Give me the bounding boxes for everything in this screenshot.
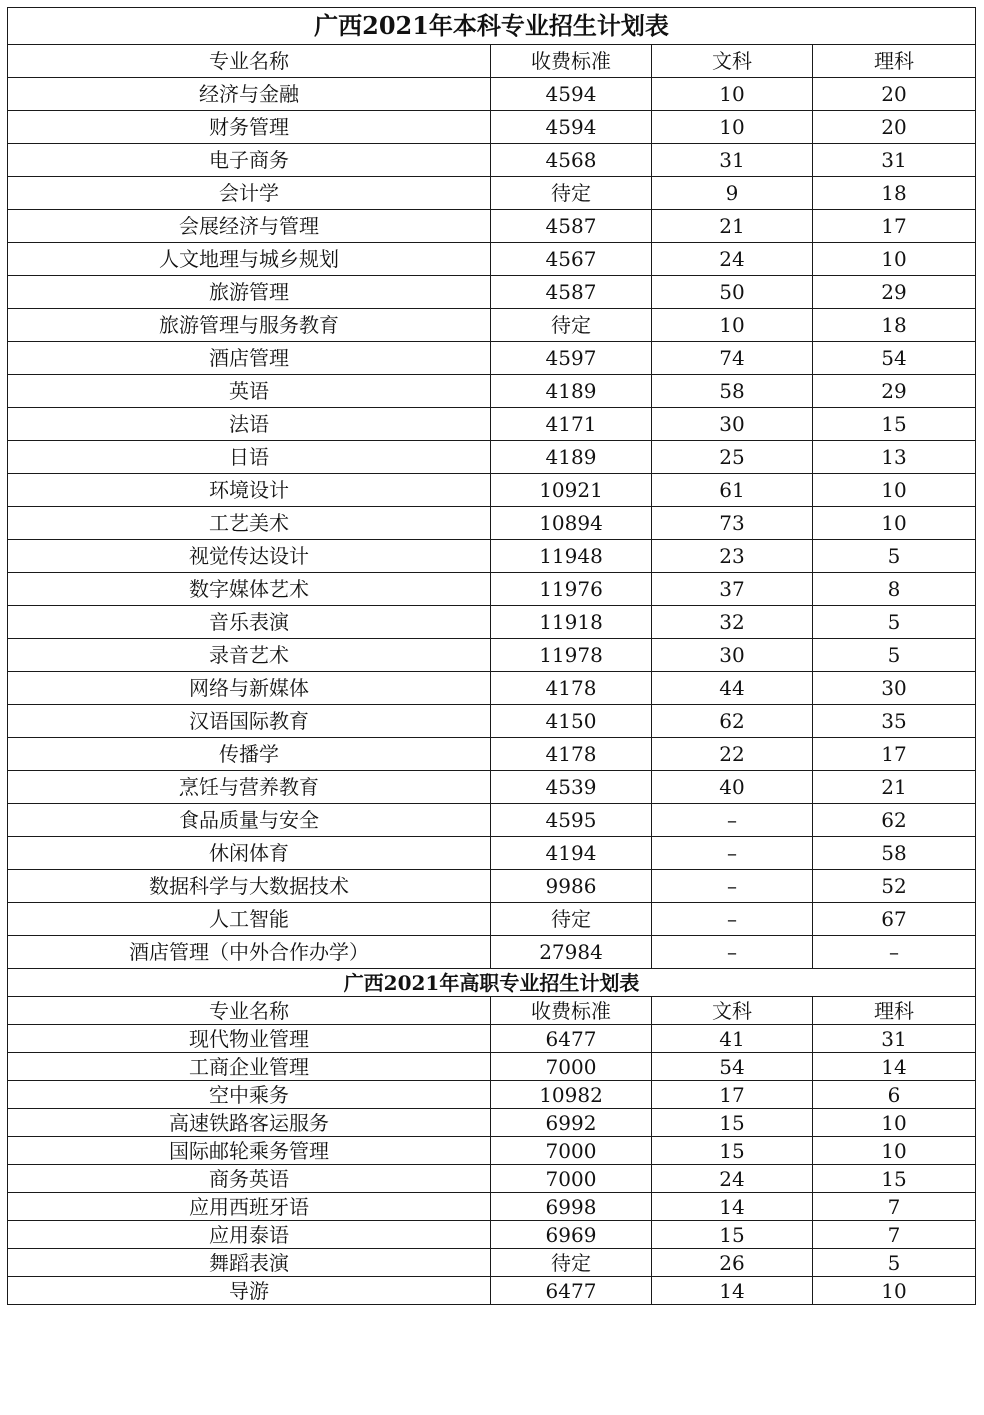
cell-fee: 4539: [491, 771, 652, 804]
cell-major: 数字媒体艺术: [8, 573, 491, 606]
table-row: [8, 606, 976, 639]
cell-arts: 14: [652, 1193, 813, 1221]
cell-arts: 44: [652, 672, 813, 705]
header-major: 专业名称: [8, 45, 491, 78]
table-row: [8, 1025, 976, 1053]
cell-fee: 9986: [491, 870, 652, 903]
table-row: [8, 540, 976, 573]
cell-fee: 10982: [491, 1081, 652, 1109]
cell-science: 18: [813, 309, 976, 342]
cell-fee: 11948: [491, 540, 652, 573]
cell-science: 15: [813, 1165, 976, 1193]
cell-science: 10: [813, 1109, 976, 1137]
cell-major: 人文地理与城乡规划: [8, 243, 491, 276]
cell-major: 应用西班牙语: [8, 1193, 491, 1221]
cell-science: 17: [813, 738, 976, 771]
cell-major: 数据科学与大数据技术: [8, 870, 491, 903]
cell-fee: 4178: [491, 672, 652, 705]
vocational-table-title: 广西2021年高职专业招生计划表: [8, 969, 976, 997]
undergrad-header-row: [8, 45, 976, 78]
cell-major: 舞蹈表演: [8, 1249, 491, 1277]
cell-science: 8: [813, 573, 976, 606]
cell-fee: 11918: [491, 606, 652, 639]
cell-major: 环境设计: [8, 474, 491, 507]
cell-arts: 24: [652, 243, 813, 276]
cell-major: 现代物业管理: [8, 1025, 491, 1053]
table-row: [8, 1249, 976, 1277]
cell-science: 6: [813, 1081, 976, 1109]
cell-fee: 4594: [491, 111, 652, 144]
cell-arts: 73: [652, 507, 813, 540]
cell-fee: 4594: [491, 78, 652, 111]
table-row: [8, 342, 976, 375]
cell-fee: 4597: [491, 342, 652, 375]
cell-major: 应用泰语: [8, 1221, 491, 1249]
table-row: [8, 1277, 976, 1305]
cell-major: 空中乘务: [8, 1081, 491, 1109]
table-row: [8, 573, 976, 606]
cell-major: 工商企业管理: [8, 1053, 491, 1081]
cell-arts: 10: [652, 111, 813, 144]
cell-fee: 4587: [491, 210, 652, 243]
table-row: [8, 144, 976, 177]
cell-major: 高速铁路客运服务: [8, 1109, 491, 1137]
cell-science: 21: [813, 771, 976, 804]
header-science: 理科: [813, 997, 976, 1025]
cell-fee: 待定: [491, 903, 652, 936]
cell-major: 旅游管理与服务教育: [8, 309, 491, 342]
cell-major: 录音艺术: [8, 639, 491, 672]
table-row: [8, 738, 976, 771]
cell-arts: 30: [652, 639, 813, 672]
cell-science: 10: [813, 474, 976, 507]
cell-fee: 7000: [491, 1165, 652, 1193]
vocational-section: [8, 969, 976, 1025]
table-row: [8, 639, 976, 672]
cell-science: 13: [813, 441, 976, 474]
enrollment-plan-table: [7, 7, 976, 1305]
cell-fee: 4150: [491, 705, 652, 738]
cell-arts: 15: [652, 1137, 813, 1165]
table-row: [8, 1221, 976, 1249]
table-row: [8, 837, 976, 870]
cell-arts: –: [652, 837, 813, 870]
cell-science: 5: [813, 540, 976, 573]
cell-fee: 6992: [491, 1109, 652, 1137]
header-arts: 文科: [652, 45, 813, 78]
cell-major: 旅游管理: [8, 276, 491, 309]
table-row: [8, 672, 976, 705]
header-science: 理科: [813, 45, 976, 78]
cell-arts: 24: [652, 1165, 813, 1193]
cell-science: 29: [813, 276, 976, 309]
cell-fee: 4587: [491, 276, 652, 309]
table-row: [8, 903, 976, 936]
table-row: [8, 1053, 976, 1081]
cell-science: 10: [813, 243, 976, 276]
cell-fee: 4568: [491, 144, 652, 177]
cell-major: 酒店管理（中外合作办学）: [8, 936, 491, 969]
cell-science: 31: [813, 1025, 976, 1053]
undergrad-title-row: [8, 8, 976, 45]
cell-major: 会计学: [8, 177, 491, 210]
cell-arts: 14: [652, 1277, 813, 1305]
undergrad-section: [8, 8, 976, 78]
table-row: [8, 1109, 976, 1137]
cell-major: 酒店管理: [8, 342, 491, 375]
cell-major: 人工智能: [8, 903, 491, 936]
cell-arts: 10: [652, 78, 813, 111]
cell-fee: 10894: [491, 507, 652, 540]
cell-fee: 4189: [491, 441, 652, 474]
cell-arts: –: [652, 804, 813, 837]
cell-science: 17: [813, 210, 976, 243]
table-row: [8, 1193, 976, 1221]
table-row: [8, 1081, 976, 1109]
cell-arts: 10: [652, 309, 813, 342]
cell-major: 视觉传达设计: [8, 540, 491, 573]
table-row: [8, 375, 976, 408]
cell-science: 10: [813, 1277, 976, 1305]
cell-arts: 23: [652, 540, 813, 573]
vocational-title-row: [8, 969, 976, 997]
cell-science: 29: [813, 375, 976, 408]
cell-science: 58: [813, 837, 976, 870]
cell-fee: 6477: [491, 1025, 652, 1053]
cell-fee: 待定: [491, 177, 652, 210]
cell-major: 财务管理: [8, 111, 491, 144]
table-row: [8, 309, 976, 342]
cell-arts: 17: [652, 1081, 813, 1109]
undergrad-table-title: 广西2021年本科专业招生计划表: [8, 8, 976, 45]
cell-major: 食品质量与安全: [8, 804, 491, 837]
cell-arts: 62: [652, 705, 813, 738]
cell-fee: 7000: [491, 1053, 652, 1081]
table-row: [8, 1137, 976, 1165]
cell-arts: 74: [652, 342, 813, 375]
cell-arts: –: [652, 870, 813, 903]
header-major: 专业名称: [8, 997, 491, 1025]
cell-arts: 15: [652, 1221, 813, 1249]
cell-science: 14: [813, 1053, 976, 1081]
table-row: [8, 177, 976, 210]
table-row: [8, 441, 976, 474]
cell-science: 52: [813, 870, 976, 903]
cell-major: 英语: [8, 375, 491, 408]
cell-arts: 25: [652, 441, 813, 474]
cell-arts: 50: [652, 276, 813, 309]
cell-fee: 4189: [491, 375, 652, 408]
cell-fee: 6969: [491, 1221, 652, 1249]
cell-arts: 37: [652, 573, 813, 606]
cell-science: –: [813, 936, 976, 969]
cell-science: 10: [813, 507, 976, 540]
cell-fee: 4178: [491, 738, 652, 771]
table-row: [8, 870, 976, 903]
table-row: [8, 408, 976, 441]
cell-major: 休闲体育: [8, 837, 491, 870]
table-row: [8, 78, 976, 111]
cell-arts: 21: [652, 210, 813, 243]
cell-science: 18: [813, 177, 976, 210]
cell-fee: 6477: [491, 1277, 652, 1305]
table-row: [8, 507, 976, 540]
cell-major: 会展经济与管理: [8, 210, 491, 243]
cell-science: 54: [813, 342, 976, 375]
cell-fee: 4595: [491, 804, 652, 837]
cell-science: 10: [813, 1137, 976, 1165]
table-row: [8, 1165, 976, 1193]
cell-arts: 30: [652, 408, 813, 441]
cell-major: 国际邮轮乘务管理: [8, 1137, 491, 1165]
cell-science: 20: [813, 78, 976, 111]
cell-arts: –: [652, 936, 813, 969]
undergrad-rows: [8, 78, 976, 969]
cell-science: 15: [813, 408, 976, 441]
table-row: [8, 771, 976, 804]
cell-arts: 58: [652, 375, 813, 408]
cell-science: 30: [813, 672, 976, 705]
cell-major: 音乐表演: [8, 606, 491, 639]
table-row: [8, 276, 976, 309]
header-fee: 收费标准: [491, 997, 652, 1025]
cell-arts: 26: [652, 1249, 813, 1277]
cell-major: 导游: [8, 1277, 491, 1305]
cell-major: 传播学: [8, 738, 491, 771]
cell-major: 日语: [8, 441, 491, 474]
cell-fee: 待定: [491, 309, 652, 342]
cell-fee: 11978: [491, 639, 652, 672]
cell-science: 5: [813, 639, 976, 672]
cell-fee: 6998: [491, 1193, 652, 1221]
cell-science: 35: [813, 705, 976, 738]
cell-major: 烹饪与营养教育: [8, 771, 491, 804]
cell-science: 5: [813, 1249, 976, 1277]
cell-science: 62: [813, 804, 976, 837]
cell-fee: 4194: [491, 837, 652, 870]
table-row: [8, 474, 976, 507]
cell-fee: 7000: [491, 1137, 652, 1165]
table-row: [8, 705, 976, 738]
cell-arts: 41: [652, 1025, 813, 1053]
vocational-header-row: [8, 997, 976, 1025]
cell-fee: 待定: [491, 1249, 652, 1277]
cell-fee: 27984: [491, 936, 652, 969]
header-fee: 收费标准: [491, 45, 652, 78]
cell-major: 汉语国际教育: [8, 705, 491, 738]
cell-arts: 61: [652, 474, 813, 507]
header-arts: 文科: [652, 997, 813, 1025]
cell-science: 20: [813, 111, 976, 144]
cell-arts: 31: [652, 144, 813, 177]
cell-science: 31: [813, 144, 976, 177]
table-row: [8, 936, 976, 969]
cell-arts: 15: [652, 1109, 813, 1137]
table-row: [8, 111, 976, 144]
cell-science: 7: [813, 1193, 976, 1221]
cell-science: 67: [813, 903, 976, 936]
cell-fee: 11976: [491, 573, 652, 606]
vocational-rows: [8, 1025, 976, 1305]
cell-major: 电子商务: [8, 144, 491, 177]
cell-fee: 10921: [491, 474, 652, 507]
table-row: [8, 243, 976, 276]
cell-major: 经济与金融: [8, 78, 491, 111]
cell-arts: 22: [652, 738, 813, 771]
cell-arts: 9: [652, 177, 813, 210]
cell-major: 工艺美术: [8, 507, 491, 540]
cell-major: 商务英语: [8, 1165, 491, 1193]
cell-science: 5: [813, 606, 976, 639]
cell-arts: 54: [652, 1053, 813, 1081]
cell-major: 网络与新媒体: [8, 672, 491, 705]
cell-fee: 4567: [491, 243, 652, 276]
cell-science: 7: [813, 1221, 976, 1249]
cell-arts: 32: [652, 606, 813, 639]
cell-major: 法语: [8, 408, 491, 441]
cell-fee: 4171: [491, 408, 652, 441]
table-row: [8, 210, 976, 243]
cell-arts: 40: [652, 771, 813, 804]
table-row: [8, 804, 976, 837]
cell-arts: –: [652, 903, 813, 936]
